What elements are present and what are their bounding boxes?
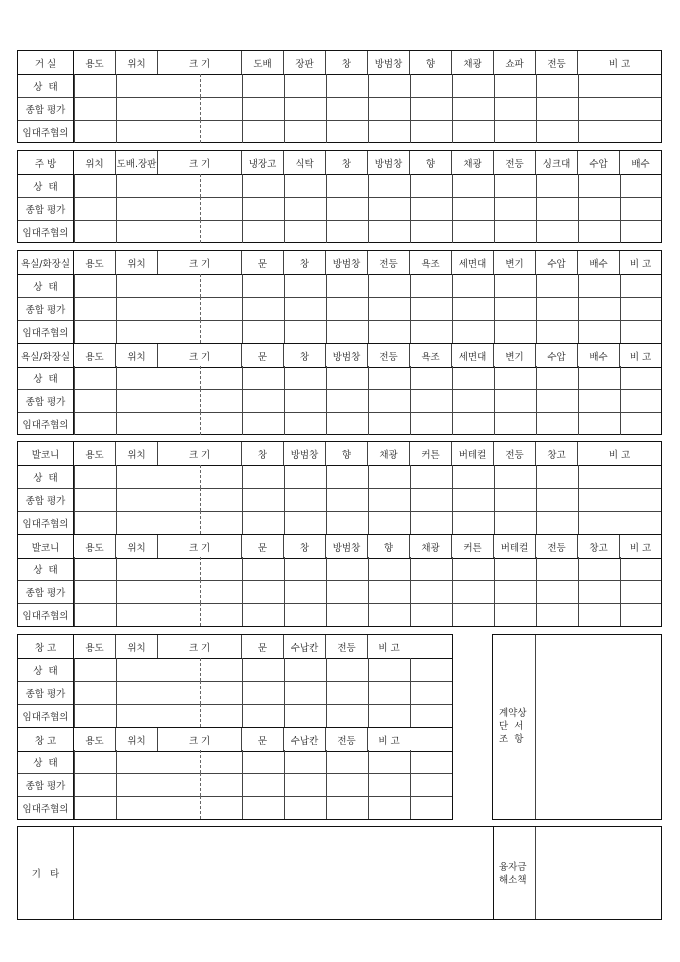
column-header: 세면대 [452,344,494,367]
column-header: 전등 [494,442,536,465]
row-label: 상 태 [18,174,74,197]
column-header: 방범창 [368,51,410,74]
row-label: 종합 평가 [18,389,74,412]
section-title: 발코니 [18,535,74,558]
table-row [18,796,452,819]
storage-1-header-row [18,635,452,659]
column-header: 배수 [578,344,620,367]
table-row [18,389,661,413]
row-label: 종합 평가 [18,681,74,704]
living-room-table [17,50,662,143]
column-header: 채광 [452,51,494,74]
column-header: 문 [242,728,284,751]
bathroom-2-header-row [18,343,661,368]
row-label: 임대주협의 [18,220,74,243]
column-header: 냉장고 [242,151,284,174]
column-header: 비 고 [608,449,631,461]
column-header: 창 [284,251,326,274]
table-row [18,603,661,626]
column-header: 창 [284,535,326,558]
column-header: 욕조 [410,344,452,367]
column-header: 변기 [494,251,536,274]
table-row [18,511,661,535]
column-header: 수압 [536,344,578,367]
row-label: 임대주협의 [18,412,74,435]
column-header: 쇼파 [494,51,536,74]
row-label: 임대주협의 [18,120,74,143]
column-header: 크 기 [158,51,242,74]
column-header: 크 기 [158,535,242,558]
column-header: 크 기 [158,151,242,174]
column-header: 크 기 [158,635,242,658]
column-header: 용도 [74,344,116,367]
column-header: 방범창 [326,535,368,558]
row-label: 상 태 [18,366,74,389]
column-header: 향 [368,535,410,558]
table-row [18,412,661,435]
row-label: 상 태 [18,465,74,488]
column-header: 수납칸 [284,728,326,751]
column-header: 향 [410,51,452,74]
balcony-table [17,441,662,627]
column-header: 용도 [74,251,116,274]
section-title: 주 방 [18,151,74,174]
contract-notes-label: 계약상 단 서 조 항 [499,708,527,745]
table-row [18,297,661,321]
table-row [18,220,661,243]
section-title: 욕실/화장실 [18,251,74,274]
column-header: 위치 [116,728,158,751]
table-row [18,488,661,512]
section-title: 욕실/화장실 [18,344,74,367]
column-header: 문 [242,635,284,658]
table-row [18,681,452,705]
column-header: 크 기 [158,344,242,367]
table-row [18,97,661,121]
column-header: 비 고 [629,542,652,554]
bathroom-1-header-row [18,251,661,275]
row-label: 임대주협의 [18,603,74,626]
row-label: 상 태 [18,274,74,297]
row-label: 상 태 [18,74,74,97]
section-title: 창 고 [18,635,74,658]
column-header: 창 [284,344,326,367]
column-header: 용도 [74,442,116,465]
column-header: 수압 [536,251,578,274]
column-header: 방범창 [284,442,326,465]
column-header: 방범창 [326,344,368,367]
row-label: 상 태 [18,557,74,580]
table-row [18,74,661,98]
column-header: 창고 [536,442,578,465]
column-header: 크 기 [158,728,242,751]
table-row [18,773,452,797]
column-header: 도배.장판 [116,151,158,174]
column-header: 전등 [494,151,536,174]
column-header: 싱크대 [536,151,578,174]
table-row [18,658,452,682]
column-header: 전등 [368,251,410,274]
other-label: 기 타 [18,827,74,919]
column-header: 방범창 [326,251,368,274]
column-header: 방범창 [368,151,410,174]
column-header: 세면대 [452,251,494,274]
row-label: 상 태 [18,658,74,681]
column-header: 창 [326,51,368,74]
kitchen-table [17,150,662,243]
column-header: 위치 [116,535,158,558]
column-header: 욕조 [410,251,452,274]
column-header: 용도 [74,728,116,751]
table-row [18,465,661,489]
column-header: 전등 [536,535,578,558]
column-header: 비 고 [378,642,400,654]
column-header: 위치 [116,251,158,274]
column-header: 전등 [326,728,368,751]
column-header: 크 기 [158,442,242,465]
kitchen-header-row [18,151,661,175]
section-title: 발코니 [18,442,74,465]
balcony-2-header-row [18,534,661,559]
row-label: 종합 평가 [18,773,74,796]
table-row [18,580,661,604]
column-header: 문 [242,251,284,274]
storage-2-header-row [18,727,452,752]
other-box [17,826,662,920]
section-title: 거 실 [18,51,74,74]
column-header: 용도 [74,535,116,558]
column-header: 창고 [578,535,620,558]
column-header: 채광 [452,151,494,174]
table-row [18,274,661,298]
column-header: 수압 [578,151,620,174]
column-header: 도배 [242,51,284,74]
row-label: 임대주협의 [18,511,74,534]
column-header: 채광 [368,442,410,465]
table-row [18,320,661,344]
column-header: 위치 [74,151,116,174]
row-label: 임대주협의 [18,704,74,727]
table-row [18,174,661,198]
column-header: 식탁 [284,151,326,174]
column-header: 위치 [116,442,158,465]
loan-label: 융자금 해소책 [499,862,527,886]
column-header: 변기 [494,344,536,367]
table-row [18,557,661,581]
column-header: 채광 [410,535,452,558]
column-header: 비 고 [378,735,400,747]
column-header: 전등 [368,344,410,367]
row-label: 종합 평가 [18,97,74,120]
column-header: 전등 [536,51,578,74]
table-row [18,750,452,774]
section-title: 창 고 [18,728,74,751]
column-header: 향 [326,442,368,465]
column-header: 용도 [74,635,116,658]
column-header: 위치 [116,51,158,74]
column-header: 비 고 [608,58,631,70]
column-header: 문 [242,535,284,558]
row-label: 종합 평가 [18,297,74,320]
table-row [18,704,452,728]
column-header: 창 [326,151,368,174]
column-header: 용도 [74,51,116,74]
column-header: 창 [242,442,284,465]
row-label: 상 태 [18,750,74,773]
table-row [18,197,661,221]
row-label: 임대주협의 [18,796,74,819]
column-header: 위치 [116,344,158,367]
living-room-header-row [18,51,661,75]
contract-notes-box [492,634,662,820]
balcony-1-header-row [18,442,661,466]
column-header: 비 고 [629,258,652,270]
column-header: 커튼 [452,535,494,558]
column-header: 커튼 [410,442,452,465]
row-label: 종합 평가 [18,488,74,511]
column-header: 버테컬 [494,535,536,558]
column-header: 배수 [631,158,650,170]
row-label: 종합 평가 [18,197,74,220]
column-header: 위치 [116,635,158,658]
column-header: 향 [410,151,452,174]
table-row [18,366,661,390]
row-label: 임대주협의 [18,320,74,343]
table-row [18,120,661,143]
row-label: 종합 평가 [18,580,74,603]
bathroom-table [17,250,662,435]
column-header: 장판 [284,51,326,74]
column-header: 전등 [326,635,368,658]
column-header: 배수 [578,251,620,274]
column-header: 수납칸 [284,635,326,658]
column-header: 문 [242,344,284,367]
column-header: 버테컬 [452,442,494,465]
column-header: 비 고 [629,351,652,363]
column-header: 크 기 [158,251,242,274]
storage-table [17,634,453,820]
